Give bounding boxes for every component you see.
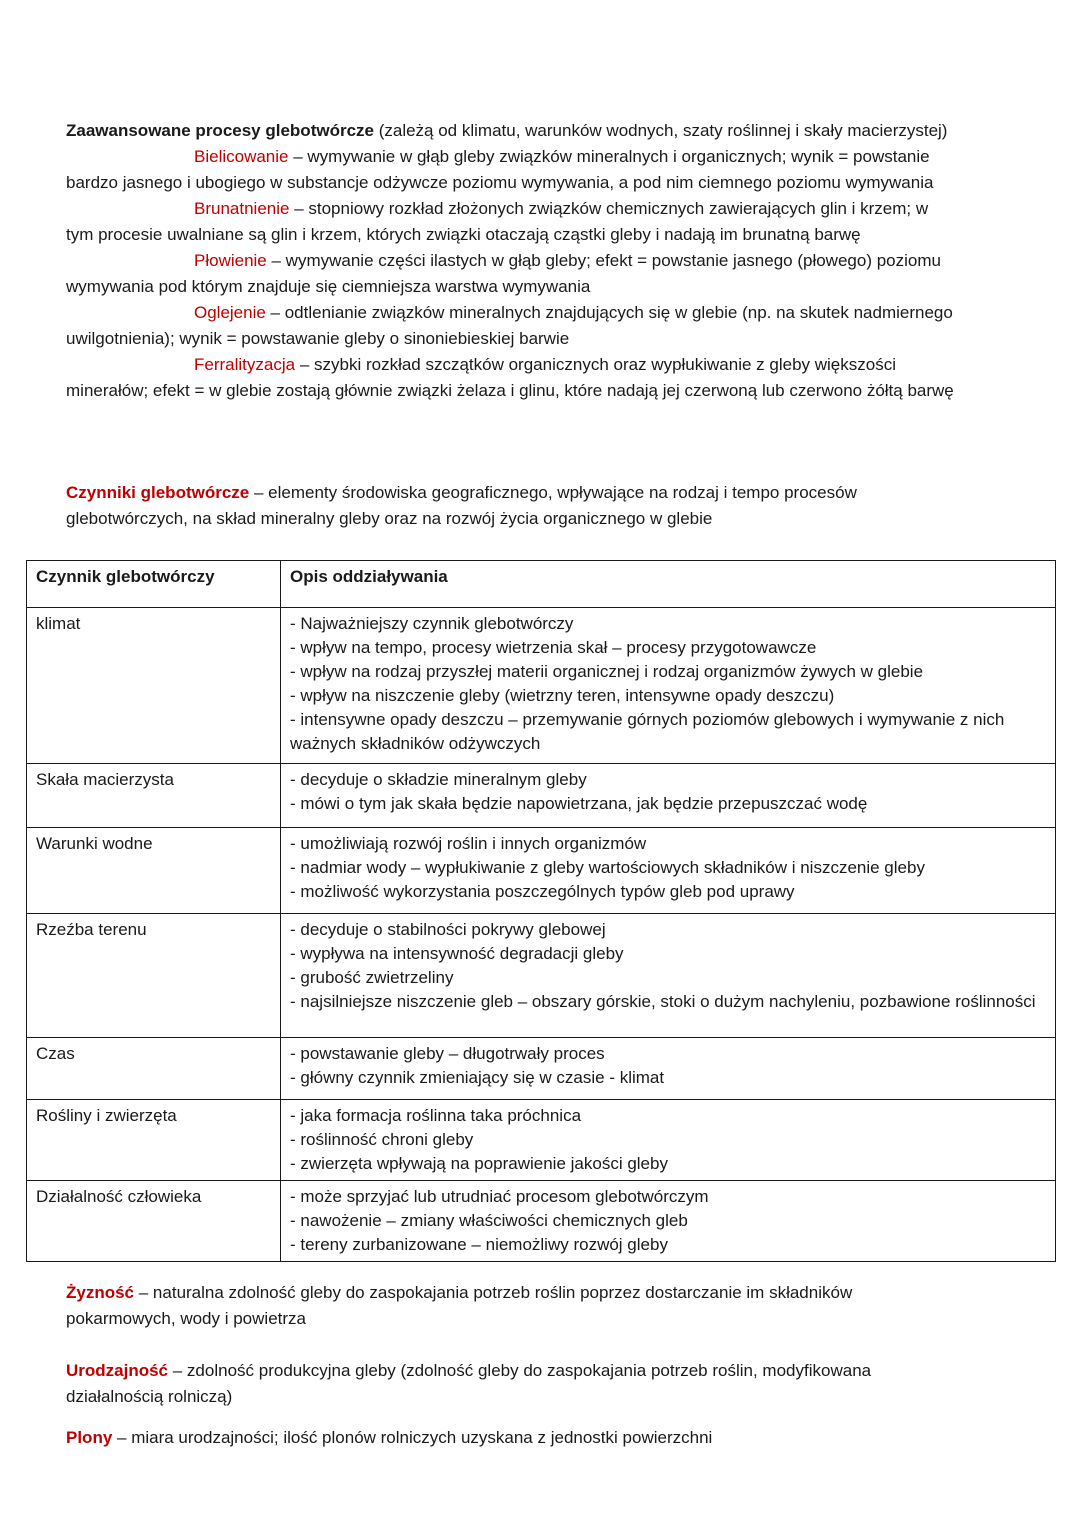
factors-def: – elementy środowiska geograficznego, wpływające na rodzaj i tempo procesów glebotwórczych, na skład mineralny gleby oraz na rozwój życia organicznego w glebie (66, 483, 857, 528)
fertility-term: Żyzność (66, 1283, 135, 1302)
description-line: - intensywne opady deszczu – przemywanie górnych poziomów glebowych i wymywanie z nich ważnych składników odżywczych (290, 710, 1005, 753)
description-line: - nawożenie – zmiany właściwości chemicznych gleb (290, 1211, 688, 1230)
fertility-definition (66, 1280, 916, 1332)
process-def: – odtlenianie związków mineralnych znajdujących się w glebie (np. na skutek nadmiernego (265, 303, 953, 322)
factors-definition (66, 480, 926, 532)
process-def-cont: minerałów; efekt = w glebie zostają głównie związki żelaza i glinu, które nadają jej czerwoną lub czerwono żółtą barwę (66, 381, 954, 400)
fertility-def: – naturalna zdolność gleby do zaspokajania potrzeb roślin poprzez dostarczanie im składników pokarmowych, wody i powietrza (66, 1283, 853, 1328)
table-row (27, 1181, 1056, 1262)
process-def: – stopniowy rozkład złożonych związków chemicznych zawierających glin i krzem; w (289, 199, 929, 218)
processes-intro (66, 118, 1026, 144)
table-row (27, 1038, 1056, 1100)
description-line: - może sprzyjać lub utrudniać procesom glebotwórczym (290, 1187, 709, 1206)
table-row (27, 608, 1056, 764)
productivity-def: – zdolność produkcyjna gleby (zdolność gleby do zaspokajania potrzeb roślin, modyfikowana działalnością rolniczą) (66, 1361, 872, 1406)
process-def-cont: tym procesie uwalniane są glin i krzem, których związki otaczają cząstki gleby i nadają im brunatną barwę (66, 225, 861, 244)
table-row (27, 914, 1056, 1038)
process-def: – wymywanie części ilastych w głąb gleby; efekt = powstanie jasnego (płowego) poziomu (266, 251, 941, 270)
yields-def: – miara urodzajności; ilość plonów rolniczych uzyskana z jednostki powierzchni (112, 1428, 713, 1447)
table-row (27, 828, 1056, 914)
process-term: Płowienie (194, 251, 267, 270)
description-cell (281, 914, 1056, 1038)
process-item (66, 300, 1026, 352)
yields-definition (66, 1425, 1026, 1451)
process-term: Oglejenie (194, 303, 266, 322)
process-def-cont: wymywania pod którym znajduje się ciemniejsza warstwa wymywania (66, 277, 591, 296)
productivity-definition (66, 1358, 936, 1410)
description-cell (281, 764, 1056, 828)
process-item (66, 352, 1026, 404)
factor-cell: Rzeźba terenu (27, 914, 281, 1038)
description-cell (281, 608, 1056, 764)
productivity-term: Urodzajność (66, 1361, 169, 1380)
description-line: - grubość zwietrzeliny (290, 968, 454, 987)
description-line: - wpływ na rodzaj przyszłej materii organicznej i rodzaj organizmów żywych w glebie (290, 662, 924, 681)
process-item (66, 196, 1026, 248)
description-line: - powstawanie gleby – długotrwały proces (290, 1044, 605, 1063)
processes-section (66, 118, 1026, 404)
factors-term: Czynniki glebotwórcze (66, 483, 250, 502)
factor-cell: Czas (27, 1038, 281, 1100)
description-cell (281, 828, 1056, 914)
process-def-cont: uwilgotnienia); wynik = powstawanie gleby o sinoniebieskiej barwie (66, 329, 570, 348)
header-description: Opis oddziaływania (281, 561, 1056, 608)
process-term: Ferralityzacja (194, 355, 296, 374)
description-line: - wpływ na tempo, procesy wietrzenia skał – procesy przygotowawcze (290, 638, 817, 657)
header-factor: Czynnik glebotwórczy (27, 561, 281, 608)
description-line: - możliwość wykorzystania poszczególnych typów gleb pod uprawy (290, 882, 795, 901)
description-line: - wpływ na niszczenie gleby (wietrzny teren, intensywne opady deszczu) (290, 686, 835, 705)
description-cell (281, 1181, 1056, 1262)
process-term: Brunatnienie (194, 199, 290, 218)
yields-term: Plony (66, 1428, 113, 1447)
table-header-row (27, 561, 1056, 608)
process-term: Bielicowanie (194, 147, 289, 166)
description-cell (281, 1100, 1056, 1181)
description-line: - zwierzęta wpływają na poprawienie jakości gleby (290, 1154, 668, 1173)
factor-cell: Skała macierzysta (27, 764, 281, 828)
description-line: - nadmiar wody – wypłukiwanie z gleby wartościowych składników i niszczenie gleby (290, 858, 925, 877)
description-line: - roślinność chroni gleby (290, 1130, 474, 1149)
factor-cell: klimat (27, 608, 281, 764)
process-def-cont: bardzo jasnego i ubogiego w substancje odżywcze poziomu wymywania, a pod nim ciemnego poziomu wymywania (66, 173, 934, 192)
description-line: - umożliwiają rozwój roślin i innych organizmów (290, 834, 647, 853)
description-line: - Najważniejszy czynnik glebotwórczy (290, 614, 574, 633)
description-cell (281, 1038, 1056, 1100)
description-line: - decyduje o stabilności pokrywy glebowej (290, 920, 606, 939)
description-line: - mówi o tym jak skała będzie napowietrzana, jak będzie przepuszczać wodę (290, 794, 868, 813)
process-def: – szybki rozkład szczątków organicznych oraz wypłukiwanie z gleby większości (295, 355, 896, 374)
description-line: - najsilniejsze niszczenie gleb – obszary górskie, stoki o dużym nachyleniu, pozbawione roślinności (290, 992, 1036, 1011)
process-def: – wymywanie w głąb gleby związków mineralnych i organicznych; wynik = powstanie (288, 147, 930, 166)
processes-intro-rest: (zależą od klimatu, warunków wodnych, szaty roślinnej i skały macierzystej) (373, 121, 948, 140)
factor-cell: Działalność człowieka (27, 1181, 281, 1262)
description-line: - decyduje o składzie mineralnym gleby (290, 770, 587, 789)
table-row (27, 764, 1056, 828)
table-row (27, 1100, 1056, 1181)
process-item (66, 144, 1026, 196)
description-line: - tereny zurbanizowane – niemożliwy rozwój gleby (290, 1235, 668, 1254)
description-line: - wypływa na intensywność degradacji gleby (290, 944, 624, 963)
process-item (66, 248, 1026, 300)
description-line: - główny czynnik zmieniający się w czasie - klimat (290, 1068, 665, 1087)
factors-table (26, 560, 1056, 1262)
factor-cell: Warunki wodne (27, 828, 281, 914)
description-line: - jaka formacja roślinna taka próchnica (290, 1106, 582, 1125)
processes-title: Zaawansowane procesy glebotwórcze (66, 121, 374, 140)
factor-cell: Rośliny i zwierzęta (27, 1100, 281, 1181)
